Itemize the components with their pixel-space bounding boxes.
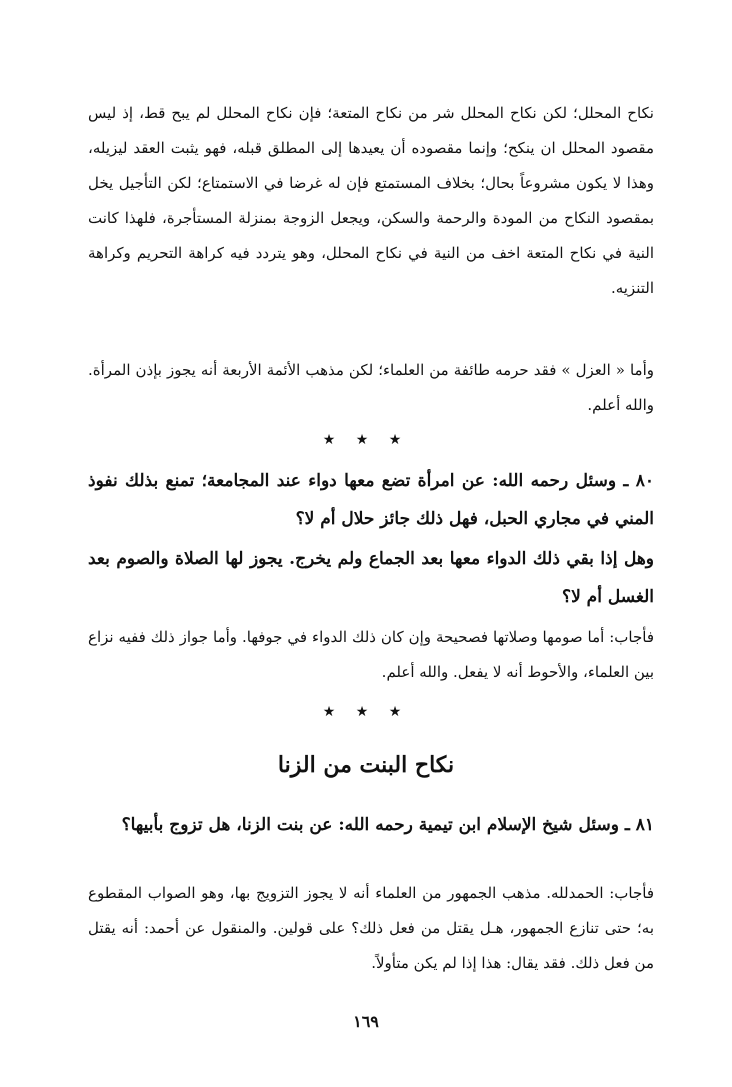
separator-stars: ★ ★ ★ [322,704,410,720]
separator-stars: ★ ★ ★ [322,432,410,448]
question-81: ٨١ ـ وسئل شيخ الإسلام ابن تيمية رحمه الله: عن بنت الزنا، هل تزوج بأبيها؟ [121,815,654,835]
question-80-continued: وهل إذا بقي ذلك الدواء معها بعد الجماع ولم يخرج. يجوز لها الصلاة والصوم بعد الغسل أم لا؟ [88,549,654,607]
answer-81: فأجاب: الحمدلله. مذهب الجمهور من العلماء أنه لا يجوز التزويج بها، وهو الصواب المقطوع به؛ حتى تنازع الجمهور، هـل يقتل من فعل ذلك؟ على قولين. والمنقول عن أحمد: أنه يقتل من فعل ذلك. فقد يقال: هذا إذا لم يكن متأولاً. [88,884,654,972]
paragraph-azl: وأما « العزل » فقد حرمه طائفة من العلماء؛ لكن مذهب الأئمة الأربعة أنه يجوز بإذن المرأة. والله أعلم. [88,361,654,414]
section-heading: نكاح البنت من الزنا [277,752,455,778]
page-number: ١٦٩ [353,1012,379,1031]
question-80: ٨٠ ـ وسئل رحمه الله: عن امرأة تضع معها دواء عند المجامعة؛ تمنع بذلك نفوذ المني في مجاري الحبل، فهل ذلك جائز حلال أم لا؟ [88,471,654,529]
answer-80: فأجاب: أما صومها وصلاتها فصحيحة وإن كان ذلك الدواء في جوفها. وأما جواز ذلك ففيه نزاع بين العلماء، والأحوط أنه لا يفعل. والله أعلم. [88,628,654,681]
paragraph-muhallil: نكاح المحلل؛ لكن نكاح المحلل شر من نكاح المتعة؛ فإن نكاح المحلل لم يبح قط، إذ ليس مقصود المحلل ان ينكح؛ وإنما مقصوده أن يعيدها إلى المطلق قبله، فهو يثبت العقد ليزيله، وهذا لا يكون مشروعاً بحال؛ بخلاف المستمتع فإن له غرضا في الاستمتاع؛ لكن التأجيل يخل بمقصود النكاح من المودة والرحمة والسكن، ويجعل الزوجة بمنزلة المستأجرة، فلهذا كانت النية في نكاح المتعة اخف من النية في نكاح المحلل، وهو يتردد فيه كراهة التحريم وكراهة التنزيه. [88,104,654,297]
